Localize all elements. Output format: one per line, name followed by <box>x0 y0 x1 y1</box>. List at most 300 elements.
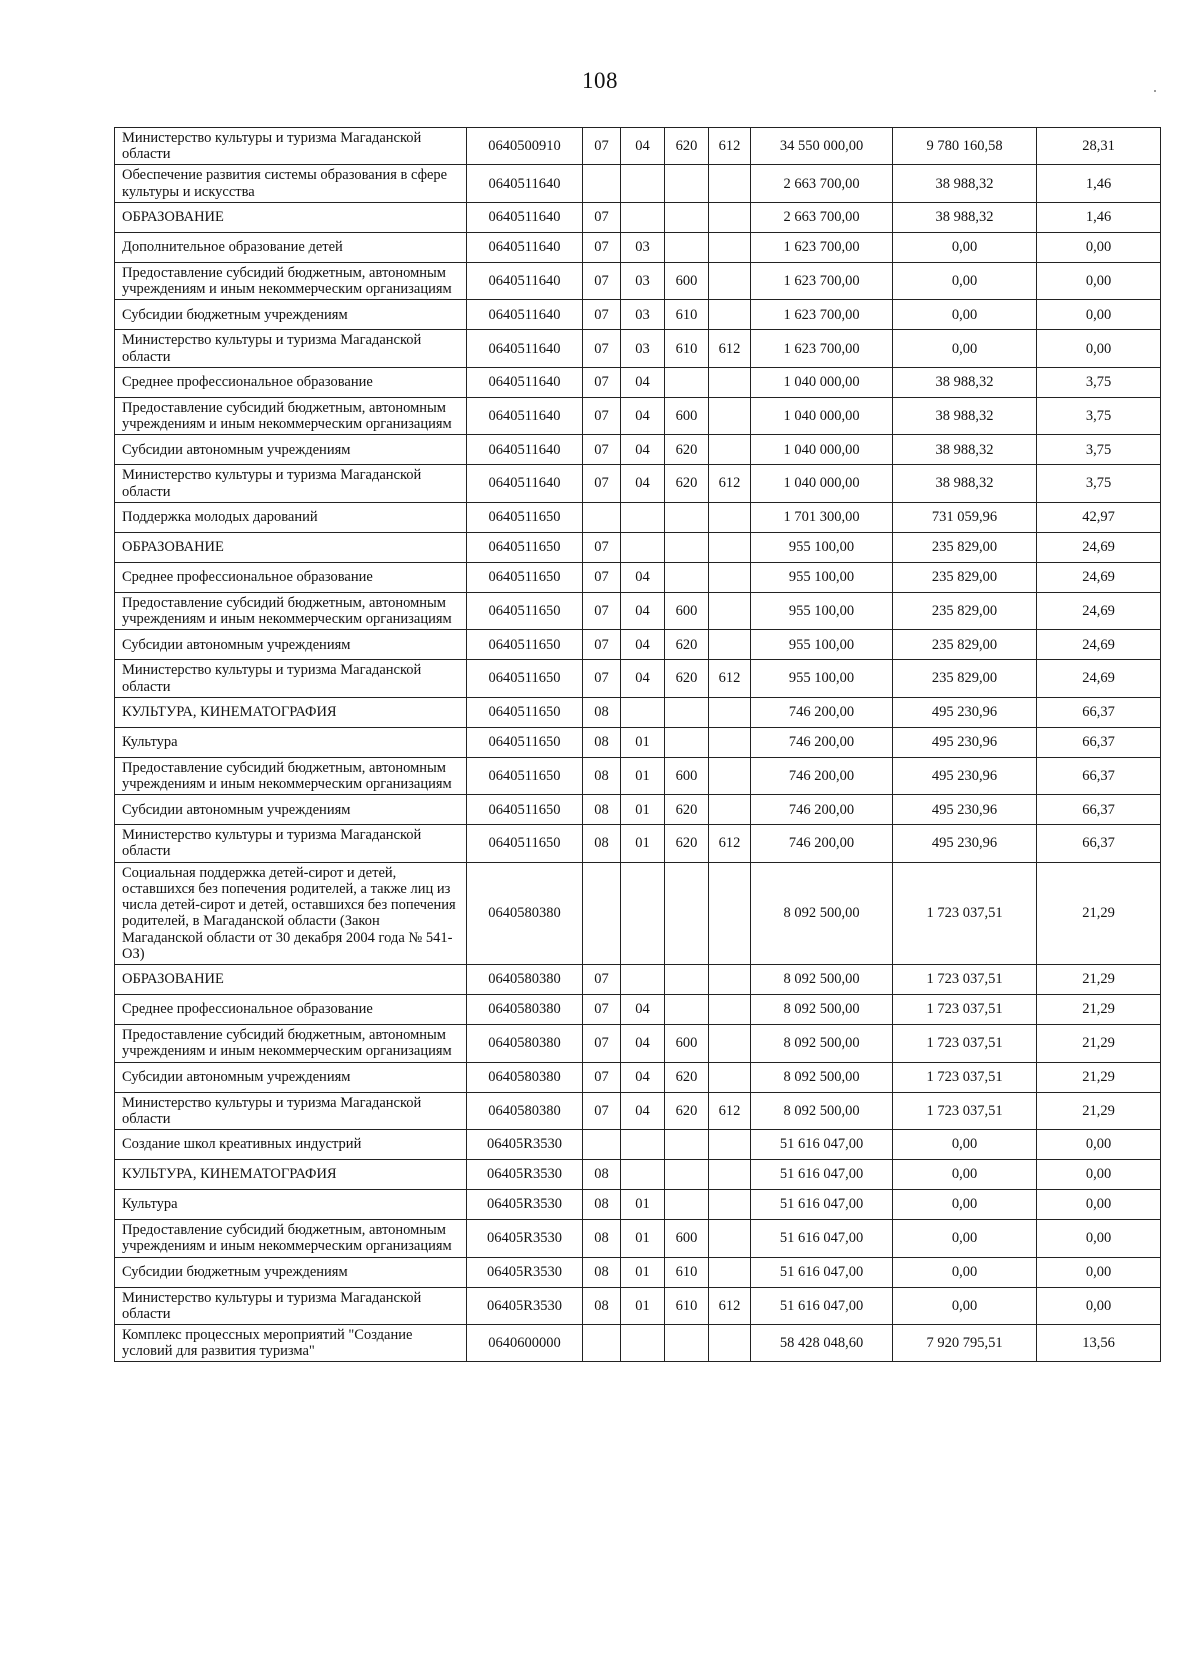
table-row <box>115 397 1161 434</box>
subsection-code <box>621 165 665 202</box>
execution-percent: 0,00 <box>1037 1190 1161 1220</box>
administrator-code <box>709 532 751 562</box>
section-code: 07 <box>583 300 621 330</box>
row-name: Культура <box>115 727 467 757</box>
planned-amount: 1 040 000,00 <box>751 435 893 465</box>
planned-amount: 1 623 700,00 <box>751 330 893 367</box>
planned-amount: 955 100,00 <box>751 532 893 562</box>
subsection-code <box>621 502 665 532</box>
executed-amount: 38 988,32 <box>893 465 1037 502</box>
planned-amount: 2 663 700,00 <box>751 165 893 202</box>
table-row <box>115 562 1161 592</box>
section-code: 07 <box>583 202 621 232</box>
planned-amount: 51 616 047,00 <box>751 1287 893 1324</box>
table-row <box>115 1160 1161 1190</box>
execution-percent: 24,69 <box>1037 660 1161 697</box>
executed-amount: 1 723 037,51 <box>893 862 1037 964</box>
section-code: 07 <box>583 367 621 397</box>
expense-type-code: 620 <box>665 128 709 165</box>
table-row <box>115 1324 1161 1361</box>
section-code <box>583 862 621 964</box>
section-code: 07 <box>583 995 621 1025</box>
execution-percent: 0,00 <box>1037 1287 1161 1324</box>
expense-type-code: 620 <box>665 825 709 862</box>
target-article-code: 0640511650 <box>467 727 583 757</box>
administrator-code <box>709 1062 751 1092</box>
planned-amount: 51 616 047,00 <box>751 1130 893 1160</box>
section-code: 07 <box>583 128 621 165</box>
section-code: 08 <box>583 697 621 727</box>
target-article-code: 0640511650 <box>467 697 583 727</box>
executed-amount: 0,00 <box>893 232 1037 262</box>
administrator-code <box>709 1160 751 1190</box>
executed-amount: 38 988,32 <box>893 165 1037 202</box>
subsection-code: 04 <box>621 1025 665 1062</box>
target-article-code: 0640511640 <box>467 465 583 502</box>
execution-percent: 24,69 <box>1037 562 1161 592</box>
execution-percent: 0,00 <box>1037 1257 1161 1287</box>
expense-type-code: 610 <box>665 1287 709 1324</box>
executed-amount: 235 829,00 <box>893 562 1037 592</box>
table-row <box>115 995 1161 1025</box>
section-code: 07 <box>583 532 621 562</box>
expense-type-code: 600 <box>665 757 709 794</box>
table-row <box>115 697 1161 727</box>
table-row <box>115 367 1161 397</box>
table-row <box>115 630 1161 660</box>
expense-type-code: 620 <box>665 1092 709 1129</box>
row-name: Субсидии бюджетным учреждениям <box>115 300 467 330</box>
administrator-code: 612 <box>709 660 751 697</box>
target-article-code: 0640511640 <box>467 367 583 397</box>
administrator-code: 612 <box>709 1092 751 1129</box>
section-code: 08 <box>583 825 621 862</box>
executed-amount: 495 230,96 <box>893 697 1037 727</box>
target-article-code: 0640511640 <box>467 435 583 465</box>
execution-percent: 1,46 <box>1037 202 1161 232</box>
executed-amount: 1 723 037,51 <box>893 1025 1037 1062</box>
target-article-code: 06405R3530 <box>467 1287 583 1324</box>
planned-amount: 1 040 000,00 <box>751 465 893 502</box>
section-code: 07 <box>583 232 621 262</box>
table-row <box>115 1062 1161 1092</box>
planned-amount: 51 616 047,00 <box>751 1257 893 1287</box>
planned-amount: 1 623 700,00 <box>751 300 893 330</box>
row-name: Министерство культуры и туризма Магаданской области <box>115 660 467 697</box>
administrator-code <box>709 502 751 532</box>
subsection-code: 03 <box>621 232 665 262</box>
row-name: КУЛЬТУРА, КИНЕМАТОГРАФИЯ <box>115 697 467 727</box>
expense-type-code <box>665 727 709 757</box>
expense-type-code: 600 <box>665 262 709 299</box>
executed-amount: 235 829,00 <box>893 532 1037 562</box>
target-article-code: 0640511650 <box>467 532 583 562</box>
planned-amount: 2 663 700,00 <box>751 202 893 232</box>
administrator-code <box>709 232 751 262</box>
target-article-code: 0640580380 <box>467 1062 583 1092</box>
execution-percent: 0,00 <box>1037 1160 1161 1190</box>
execution-percent: 0,00 <box>1037 300 1161 330</box>
administrator-code: 612 <box>709 825 751 862</box>
subsection-code: 04 <box>621 630 665 660</box>
section-code: 08 <box>583 727 621 757</box>
subsection-code <box>621 965 665 995</box>
executed-amount: 495 230,96 <box>893 825 1037 862</box>
subsection-code <box>621 1160 665 1190</box>
subsection-code <box>621 697 665 727</box>
planned-amount: 8 092 500,00 <box>751 862 893 964</box>
section-code <box>583 1324 621 1361</box>
row-name: Среднее профессиональное образование <box>115 995 467 1025</box>
target-article-code: 06405R3530 <box>467 1160 583 1190</box>
planned-amount: 1 623 700,00 <box>751 232 893 262</box>
executed-amount: 1 723 037,51 <box>893 995 1037 1025</box>
administrator-code: 612 <box>709 465 751 502</box>
planned-amount: 746 200,00 <box>751 825 893 862</box>
target-article-code: 0640511650 <box>467 825 583 862</box>
administrator-code <box>709 165 751 202</box>
expense-type-code: 600 <box>665 397 709 434</box>
table-row <box>115 727 1161 757</box>
table-row <box>115 165 1161 202</box>
executed-amount: 495 230,96 <box>893 727 1037 757</box>
executed-amount: 1 723 037,51 <box>893 965 1037 995</box>
table-row <box>115 232 1161 262</box>
expense-type-code <box>665 165 709 202</box>
row-name: Дополнительное образование детей <box>115 232 467 262</box>
planned-amount: 34 550 000,00 <box>751 128 893 165</box>
section-code: 07 <box>583 1062 621 1092</box>
subsection-code: 04 <box>621 1062 665 1092</box>
table-row <box>115 660 1161 697</box>
row-name: Субсидии автономным учреждениям <box>115 435 467 465</box>
row-name: Министерство культуры и туризма Магаданской области <box>115 1092 467 1129</box>
planned-amount: 51 616 047,00 <box>751 1190 893 1220</box>
target-article-code: 0640511650 <box>467 562 583 592</box>
table-row <box>115 435 1161 465</box>
execution-percent: 0,00 <box>1037 330 1161 367</box>
target-article-code: 06405R3530 <box>467 1130 583 1160</box>
section-code: 07 <box>583 630 621 660</box>
row-name: Субсидии бюджетным учреждениям <box>115 1257 467 1287</box>
section-code: 07 <box>583 592 621 629</box>
expense-type-code <box>665 367 709 397</box>
executed-amount: 0,00 <box>893 330 1037 367</box>
section-code: 07 <box>583 1092 621 1129</box>
expense-type-code <box>665 202 709 232</box>
administrator-code <box>709 367 751 397</box>
planned-amount: 746 200,00 <box>751 727 893 757</box>
execution-percent: 21,29 <box>1037 965 1161 995</box>
target-article-code: 0640511640 <box>467 397 583 434</box>
row-name: ОБРАЗОВАНИЕ <box>115 532 467 562</box>
administrator-code <box>709 795 751 825</box>
executed-amount: 0,00 <box>893 1130 1037 1160</box>
execution-percent: 66,37 <box>1037 697 1161 727</box>
executed-amount: 495 230,96 <box>893 795 1037 825</box>
table-row <box>115 1092 1161 1129</box>
row-name: Предоставление субсидий бюджетным, автономным учреждениям и иным некоммерческим организациям <box>115 1025 467 1062</box>
expense-type-code: 600 <box>665 1025 709 1062</box>
planned-amount: 746 200,00 <box>751 757 893 794</box>
executed-amount: 0,00 <box>893 1220 1037 1257</box>
subsection-code: 01 <box>621 727 665 757</box>
executed-amount: 38 988,32 <box>893 202 1037 232</box>
planned-amount: 1 701 300,00 <box>751 502 893 532</box>
target-article-code: 0640511640 <box>467 330 583 367</box>
administrator-code <box>709 862 751 964</box>
table-row <box>115 1257 1161 1287</box>
administrator-code <box>709 995 751 1025</box>
table-row <box>115 202 1161 232</box>
execution-percent: 66,37 <box>1037 727 1161 757</box>
expense-type-code: 620 <box>665 465 709 502</box>
section-code <box>583 165 621 202</box>
row-name: Предоставление субсидий бюджетным, автономным учреждениям и иным некоммерческим организациям <box>115 757 467 794</box>
expense-type-code: 620 <box>665 660 709 697</box>
table-row <box>115 1025 1161 1062</box>
subsection-code <box>621 1130 665 1160</box>
budget-execution-table <box>114 127 1161 1362</box>
subsection-code: 04 <box>621 435 665 465</box>
subsection-code: 03 <box>621 330 665 367</box>
planned-amount: 8 092 500,00 <box>751 1025 893 1062</box>
execution-percent: 24,69 <box>1037 532 1161 562</box>
expense-type-code: 600 <box>665 1220 709 1257</box>
section-code: 07 <box>583 660 621 697</box>
administrator-code <box>709 1130 751 1160</box>
row-name: Комплекс процессных мероприятий "Создание условий для развития туризма" <box>115 1324 467 1361</box>
administrator-code <box>709 300 751 330</box>
row-name: Министерство культуры и туризма Магаданской области <box>115 465 467 502</box>
administrator-code <box>709 965 751 995</box>
administrator-code <box>709 697 751 727</box>
target-article-code: 0640580380 <box>467 1092 583 1129</box>
expense-type-code <box>665 1130 709 1160</box>
row-name: Предоставление субсидий бюджетным, автономным учреждениям и иным некоммерческим организациям <box>115 397 467 434</box>
row-name: КУЛЬТУРА, КИНЕМАТОГРАФИЯ <box>115 1160 467 1190</box>
target-article-code: 0640511650 <box>467 757 583 794</box>
executed-amount: 235 829,00 <box>893 592 1037 629</box>
execution-percent: 3,75 <box>1037 397 1161 434</box>
administrator-code <box>709 562 751 592</box>
expense-type-code: 610 <box>665 330 709 367</box>
executed-amount: 0,00 <box>893 1257 1037 1287</box>
execution-percent: 66,37 <box>1037 795 1161 825</box>
expense-type-code <box>665 562 709 592</box>
execution-percent: 21,29 <box>1037 862 1161 964</box>
administrator-code <box>709 1190 751 1220</box>
planned-amount: 746 200,00 <box>751 697 893 727</box>
administrator-code <box>709 1324 751 1361</box>
row-name: Предоставление субсидий бюджетным, автономным учреждениям и иным некоммерческим организациям <box>115 1220 467 1257</box>
expense-type-code <box>665 995 709 1025</box>
subsection-code: 03 <box>621 300 665 330</box>
planned-amount: 51 616 047,00 <box>751 1160 893 1190</box>
administrator-code <box>709 1257 751 1287</box>
subsection-code: 01 <box>621 757 665 794</box>
execution-percent: 42,97 <box>1037 502 1161 532</box>
execution-percent: 0,00 <box>1037 262 1161 299</box>
target-article-code: 0640580380 <box>467 965 583 995</box>
table-row <box>115 1190 1161 1220</box>
target-article-code: 0640511650 <box>467 660 583 697</box>
subsection-code: 04 <box>621 128 665 165</box>
planned-amount: 8 092 500,00 <box>751 995 893 1025</box>
section-code: 07 <box>583 435 621 465</box>
execution-percent: 3,75 <box>1037 465 1161 502</box>
row-name: Поддержка молодых дарований <box>115 502 467 532</box>
section-code: 08 <box>583 1220 621 1257</box>
section-code: 08 <box>583 1160 621 1190</box>
executed-amount: 0,00 <box>893 1160 1037 1190</box>
row-name: Культура <box>115 1190 467 1220</box>
subsection-code: 03 <box>621 262 665 299</box>
administrator-code <box>709 757 751 794</box>
table-body <box>115 128 1161 1362</box>
execution-percent: 21,29 <box>1037 1092 1161 1129</box>
planned-amount: 955 100,00 <box>751 562 893 592</box>
expense-type-code: 620 <box>665 435 709 465</box>
administrator-code: 612 <box>709 330 751 367</box>
administrator-code <box>709 630 751 660</box>
row-name: Субсидии автономным учреждениям <box>115 795 467 825</box>
executed-amount: 0,00 <box>893 1190 1037 1220</box>
table-row <box>115 300 1161 330</box>
expense-type-code <box>665 502 709 532</box>
table-row <box>115 128 1161 165</box>
section-code: 07 <box>583 965 621 995</box>
table-row <box>115 757 1161 794</box>
planned-amount: 8 092 500,00 <box>751 1062 893 1092</box>
execution-percent: 3,75 <box>1037 435 1161 465</box>
row-name: ОБРАЗОВАНИЕ <box>115 965 467 995</box>
table-row <box>115 330 1161 367</box>
executed-amount: 0,00 <box>893 262 1037 299</box>
planned-amount: 955 100,00 <box>751 660 893 697</box>
row-name: Министерство культуры и туризма Магаданской области <box>115 825 467 862</box>
target-article-code: 0640511640 <box>467 232 583 262</box>
administrator-code <box>709 397 751 434</box>
table-row <box>115 825 1161 862</box>
expense-type-code <box>665 532 709 562</box>
planned-amount: 1 623 700,00 <box>751 262 893 299</box>
subsection-code: 01 <box>621 1257 665 1287</box>
subsection-code <box>621 1324 665 1361</box>
section-code: 08 <box>583 1257 621 1287</box>
section-code: 07 <box>583 1025 621 1062</box>
row-name: Субсидии автономным учреждениям <box>115 1062 467 1092</box>
expense-type-code: 610 <box>665 300 709 330</box>
subsection-code: 04 <box>621 1092 665 1129</box>
expense-type-code <box>665 697 709 727</box>
row-name: Среднее профессиональное образование <box>115 562 467 592</box>
expense-type-code <box>665 862 709 964</box>
row-name: Министерство культуры и туризма Магаданской области <box>115 330 467 367</box>
execution-percent: 21,29 <box>1037 1025 1161 1062</box>
table-row <box>115 1287 1161 1324</box>
executed-amount: 9 780 160,58 <box>893 128 1037 165</box>
administrator-code <box>709 1220 751 1257</box>
page-number: 108 <box>582 68 618 93</box>
subsection-code: 04 <box>621 367 665 397</box>
table-row <box>115 592 1161 629</box>
executed-amount: 7 920 795,51 <box>893 1324 1037 1361</box>
target-article-code: 06405R3530 <box>467 1220 583 1257</box>
expense-type-code <box>665 965 709 995</box>
row-name: Среднее профессиональное образование <box>115 367 467 397</box>
subsection-code: 04 <box>621 397 665 434</box>
executed-amount: 0,00 <box>893 1287 1037 1324</box>
section-code: 07 <box>583 465 621 502</box>
planned-amount: 955 100,00 <box>751 592 893 629</box>
execution-percent: 66,37 <box>1037 825 1161 862</box>
execution-percent: 24,69 <box>1037 592 1161 629</box>
subsection-code: 01 <box>621 1190 665 1220</box>
target-article-code: 0640600000 <box>467 1324 583 1361</box>
section-code: 07 <box>583 262 621 299</box>
subsection-code: 01 <box>621 1220 665 1257</box>
execution-percent: 3,75 <box>1037 367 1161 397</box>
expense-type-code: 610 <box>665 1257 709 1287</box>
table-row <box>115 862 1161 964</box>
expense-type-code <box>665 1160 709 1190</box>
administrator-code <box>709 1025 751 1062</box>
table-row <box>115 795 1161 825</box>
target-article-code: 0640511650 <box>467 630 583 660</box>
row-name: Обеспечение развития системы образования в сфере культуры и искусства <box>115 165 467 202</box>
row-name: Министерство культуры и туризма Магаданской области <box>115 128 467 165</box>
subsection-code: 04 <box>621 562 665 592</box>
planned-amount: 1 040 000,00 <box>751 367 893 397</box>
expense-type-code: 620 <box>665 795 709 825</box>
expense-type-code <box>665 232 709 262</box>
target-article-code: 0640580380 <box>467 995 583 1025</box>
section-code: 08 <box>583 1287 621 1324</box>
expense-type-code <box>665 1324 709 1361</box>
executed-amount: 1 723 037,51 <box>893 1062 1037 1092</box>
execution-percent: 1,46 <box>1037 165 1161 202</box>
expense-type-code <box>665 1190 709 1220</box>
subsection-code: 01 <box>621 795 665 825</box>
row-name: ОБРАЗОВАНИЕ <box>115 202 467 232</box>
section-code: 08 <box>583 1190 621 1220</box>
target-article-code: 06405R3530 <box>467 1257 583 1287</box>
execution-percent: 28,31 <box>1037 128 1161 165</box>
execution-percent: 0,00 <box>1037 1220 1161 1257</box>
table-row <box>115 262 1161 299</box>
expense-type-code: 620 <box>665 630 709 660</box>
planned-amount: 746 200,00 <box>751 795 893 825</box>
subsection-code: 04 <box>621 465 665 502</box>
execution-percent: 24,69 <box>1037 630 1161 660</box>
execution-percent: 21,29 <box>1037 1062 1161 1092</box>
administrator-code <box>709 202 751 232</box>
section-code: 08 <box>583 795 621 825</box>
section-code: 07 <box>583 330 621 367</box>
target-article-code: 0640511650 <box>467 795 583 825</box>
subsection-code <box>621 202 665 232</box>
section-code: 07 <box>583 562 621 592</box>
executed-amount: 0,00 <box>893 300 1037 330</box>
administrator-code <box>709 727 751 757</box>
administrator-code: 612 <box>709 128 751 165</box>
row-name: Субсидии автономным учреждениям <box>115 630 467 660</box>
row-name: Предоставление субсидий бюджетным, автономным учреждениям и иным некоммерческим организациям <box>115 592 467 629</box>
subsection-code: 04 <box>621 660 665 697</box>
row-name: Предоставление субсидий бюджетным, автономным учреждениям и иным некоммерческим организациям <box>115 262 467 299</box>
target-article-code: 0640511640 <box>467 165 583 202</box>
